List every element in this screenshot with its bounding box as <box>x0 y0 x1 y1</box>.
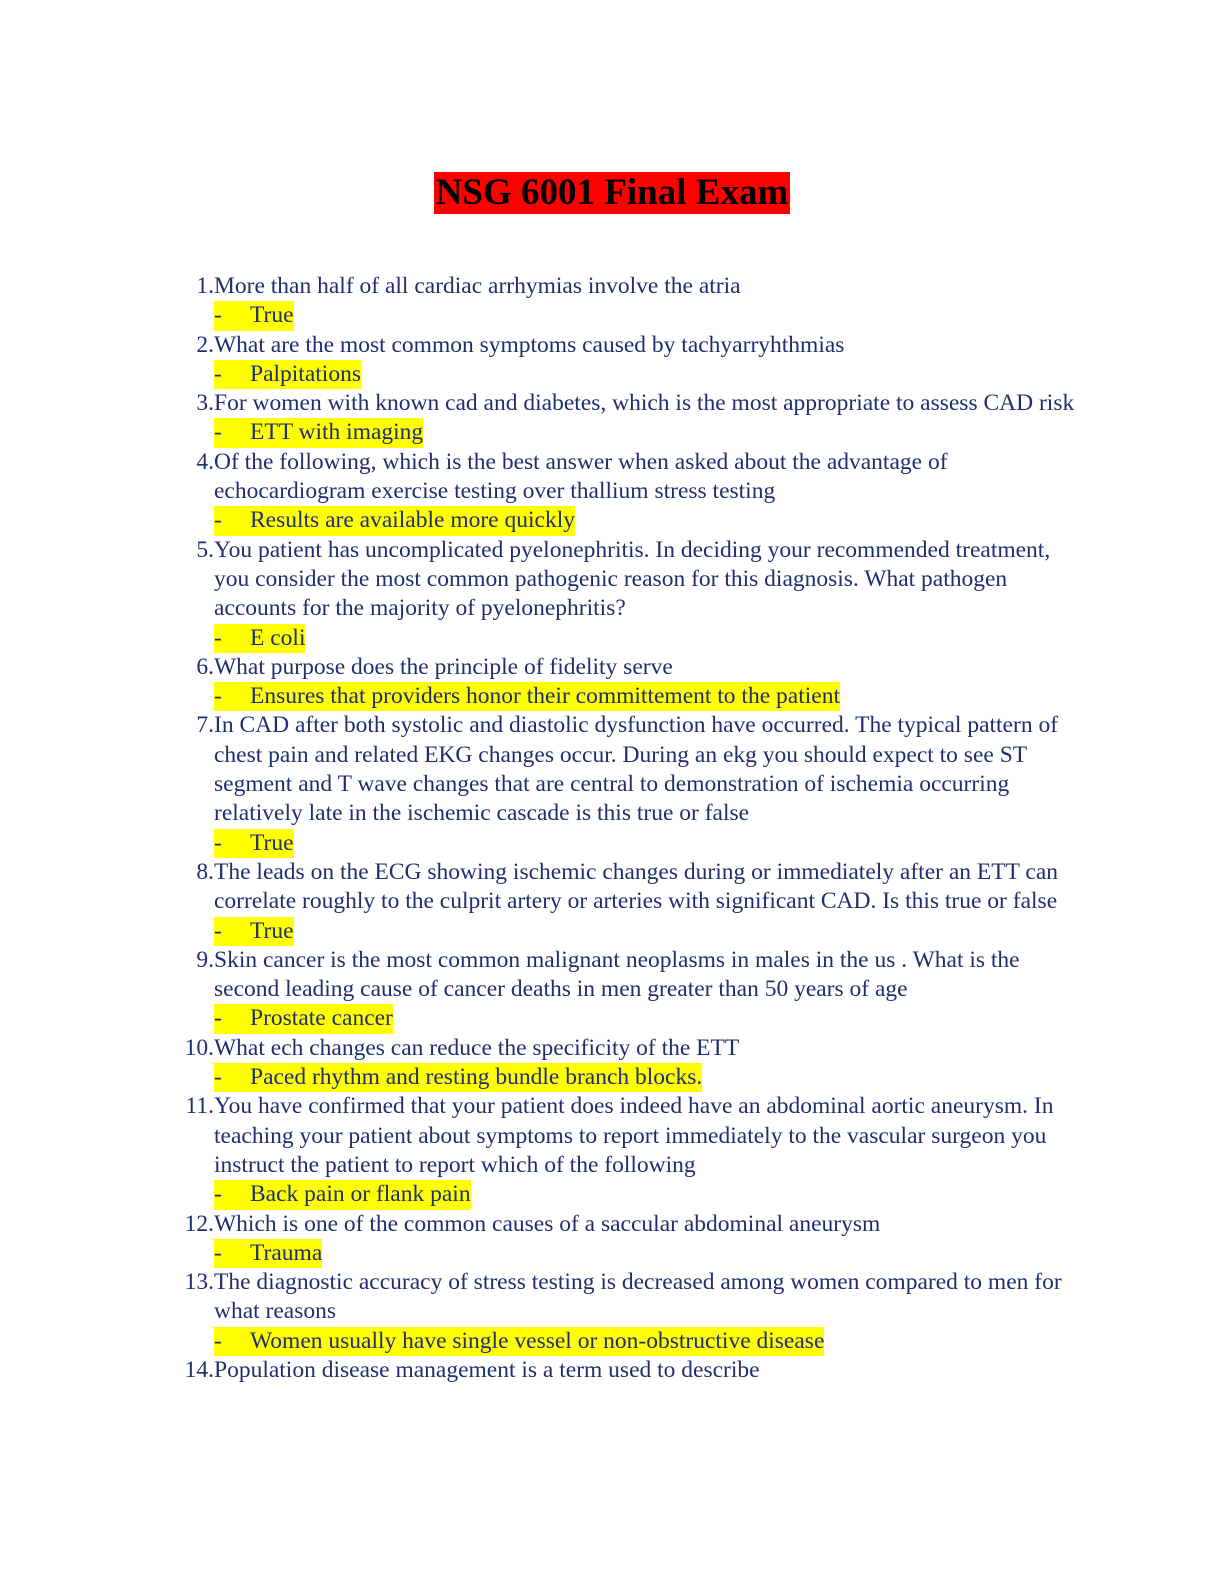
question-item <box>170 1034 1080 1093</box>
question-text: You patient has uncomplicated pyelonephritis. In deciding your recommended treatment, you consider the most common pathogenic reason for this diagnosis. What pathogen accounts for the majority of pyelonephritis? <box>214 536 1051 622</box>
question-text: You have confirmed that your patient does indeed have an abdominal aortic aneurysm. In teaching your patient about symptoms to report immediately to the vascular surgeon you instruct the patient to report which of the following <box>214 1093 1054 1178</box>
answer-line <box>214 506 1080 535</box>
question-text: Population disease management is a term used to describe <box>214 1356 760 1383</box>
answer-line <box>214 1327 1080 1356</box>
answer-dash: - <box>214 360 222 387</box>
answer-text: True <box>250 302 294 329</box>
answer-text: Paced rhythm and resting bundle branch blocks. <box>250 1064 703 1091</box>
question-list <box>170 272 1080 1385</box>
question-number: 5. <box>196 536 214 563</box>
question-number: 11. <box>185 1093 214 1120</box>
answer-line <box>214 1004 1080 1033</box>
answer-line <box>214 829 1080 858</box>
question-item <box>170 536 1080 653</box>
question-number: 1. <box>196 273 214 299</box>
answer-text: ETT with imaging <box>250 419 424 446</box>
answer-dash: - <box>214 624 222 651</box>
answer-dash: - <box>214 683 222 710</box>
answer-line <box>214 418 1080 447</box>
answer-dash: - <box>214 1239 222 1266</box>
question-item <box>170 1210 1080 1269</box>
answer-line <box>214 917 1080 946</box>
title-container <box>0 172 1224 214</box>
question-item <box>170 389 1080 448</box>
answer-line <box>214 360 1080 389</box>
answer-highlight <box>214 506 575 535</box>
question-text: Which is one of the common causes of a saccular abdominal aneurysm <box>214 1210 881 1237</box>
answer-dash: - <box>214 1181 222 1208</box>
question-item <box>170 858 1080 946</box>
answer-highlight <box>214 1239 322 1268</box>
question-number: 14. <box>184 1356 214 1383</box>
answer-dash: - <box>214 302 222 329</box>
answer-highlight <box>214 624 305 653</box>
question-text: More than half of all cardiac arrhymias involve the atria <box>214 273 741 299</box>
question-text: The diagnostic accuracy of stress testing is decreased among women compared to men for what reasons <box>214 1269 1062 1325</box>
answer-highlight <box>214 301 294 330</box>
question-item <box>170 1356 1080 1385</box>
question-text: What ech changes can reduce the specificity of the ETT <box>214 1034 740 1061</box>
answer-dash: - <box>214 1005 222 1032</box>
question-number: 3. <box>196 390 214 417</box>
answer-line <box>214 301 1080 330</box>
answer-text: Trauma <box>250 1239 323 1266</box>
answer-dash: - <box>214 829 222 856</box>
question-number: 6. <box>196 653 214 680</box>
answer-dash: - <box>214 1327 222 1354</box>
question-text: In CAD after both systolic and diastolic dysfunction have occurred. The typical pattern of chest pain and related EKG changes occur. During an ekg you should expect to see ST segment and T wave changes that are central to demonstration of ischemia occurring relatively late in the ischemic cascade is this true or false <box>214 712 1059 827</box>
answer-highlight <box>214 682 840 711</box>
question-text: For women with known cad and diabetes, which is the most appropriate to assess CAD risk <box>214 390 1075 417</box>
question-number: 8. <box>196 858 214 885</box>
answer-text: Ensures that providers honor their committement to the patient <box>250 683 840 710</box>
answer-dash: - <box>214 507 222 534</box>
question-number: 10. <box>184 1034 214 1061</box>
answer-highlight <box>214 1327 824 1356</box>
answer-text: True <box>250 829 294 856</box>
question-number: 13. <box>184 1269 214 1296</box>
answer-line <box>214 624 1080 653</box>
answer-text: Prostate cancer <box>250 1005 393 1032</box>
question-item <box>170 331 1080 390</box>
answer-highlight <box>214 829 294 858</box>
question-text: Of the following, which is the best answer when asked about the advantage of echocardiogram exercise testing over thallium stress testing <box>214 448 948 505</box>
answer-dash: - <box>214 419 222 446</box>
answer-text: Back pain or flank pain <box>250 1181 471 1208</box>
question-item <box>170 448 1080 536</box>
answer-highlight <box>214 1180 471 1209</box>
answer-highlight <box>214 1063 702 1092</box>
answer-dash: - <box>214 1064 222 1091</box>
answer-line <box>214 682 1080 711</box>
question-item <box>170 653 1080 712</box>
answer-highlight <box>214 360 361 389</box>
question-number: 7. <box>196 712 214 739</box>
answer-highlight <box>214 917 294 946</box>
answer-highlight <box>214 1004 393 1033</box>
page-title: NSG 6001 Final Exam <box>435 172 789 213</box>
question-text: What are the most common symptoms caused by tachyarryhthmias <box>214 331 845 358</box>
answer-line <box>214 1239 1080 1268</box>
question-item <box>170 711 1080 857</box>
answer-text: Women usually have single vessel or non-obstructive disease <box>250 1327 825 1354</box>
question-item <box>170 1092 1080 1209</box>
answer-line <box>214 1063 1080 1092</box>
answer-text: Palpitations <box>250 360 361 387</box>
question-text: The leads on the ECG showing ischemic changes during or immediately after an ETT can correlate roughly to the culprit artery or arteries with significant CAD. Is this true or false <box>214 858 1059 915</box>
question-item <box>170 272 1080 331</box>
question-number: 12. <box>184 1210 214 1237</box>
question-number: 4. <box>196 448 214 475</box>
question-number: 9. <box>196 946 214 973</box>
answer-text: Results are available more quickly <box>250 507 575 534</box>
question-item <box>170 946 1080 1034</box>
question-item <box>170 1268 1080 1356</box>
question-text: Skin cancer is the most common malignant neoplasms in males in the us . What is the second leading cause of cancer deaths in men greater than 50 years of age <box>214 946 1020 1003</box>
answer-dash: - <box>214 917 222 944</box>
question-text: What purpose does the principle of fidelity serve <box>214 653 673 680</box>
answer-text: True <box>250 917 294 944</box>
answer-line <box>214 1180 1080 1209</box>
answer-text: E coli <box>250 624 306 651</box>
answer-highlight <box>214 418 423 447</box>
question-number: 2. <box>196 331 214 358</box>
